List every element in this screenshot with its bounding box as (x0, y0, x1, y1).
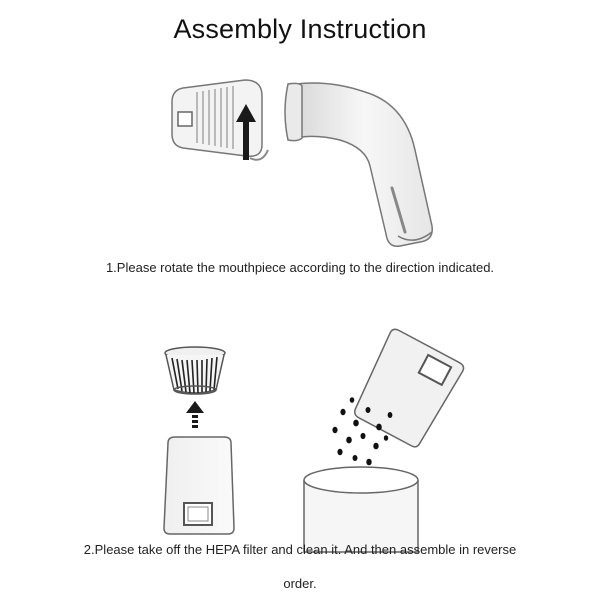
hepa-filter (165, 347, 225, 394)
page-title: Assembly Instruction (173, 14, 427, 44)
step-2-caption-continued: order. (283, 576, 317, 591)
emptying-cup (348, 327, 465, 450)
step-2-caption: 2.Please take off the HEPA filter and clean it. And then assemble in reverse (83, 542, 517, 557)
step-1-caption: 1.Please rotate the mouthpiece according to the direction indicated. (105, 260, 495, 275)
trash-bin (304, 467, 418, 552)
vacuum-body (285, 83, 432, 246)
up-arrow-icon (186, 401, 204, 428)
dust-cup (164, 437, 234, 534)
